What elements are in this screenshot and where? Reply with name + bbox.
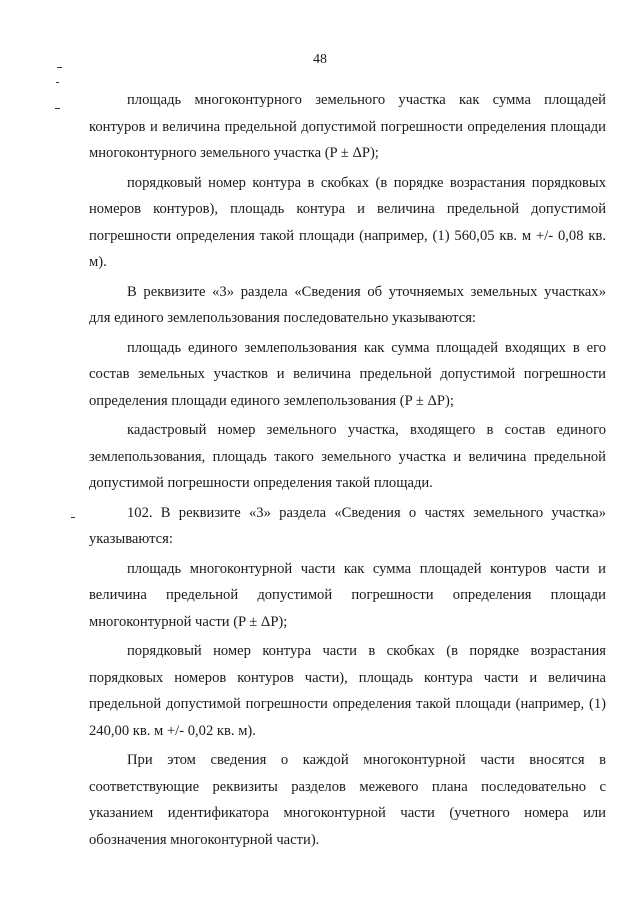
- paragraph: площадь многоконтурного земельного участка как сумма площадей контуров и величина предельной допустимой погрешности определения площади многоконтурного земельного участка (P ± ΔP);: [89, 92, 606, 161]
- paragraph: площадь многоконтурной части как сумма площадей контуров части и величина предельной допустимой погрешности определения площади многоконтурной части (P ± ΔP);: [89, 560, 606, 630]
- paragraph: кадастровый номер земельного участка, входящего в состав единого землепользования, площадь такого земельного участка и величина предельной допустимой погрешности определения такой площади.: [89, 422, 606, 491]
- page-number: 48: [313, 52, 327, 67]
- scan-mark: [55, 108, 60, 109]
- scan-mark: [57, 67, 62, 68]
- paragraph: При этом сведения о каждой многоконтурной части вносятся в соответствующие реквизиты разделов межевого плана последовательно с указанием идентификатора многоконтурной части (учетного номера или обозначения многоконтурной части).: [89, 752, 606, 848]
- paragraph: порядковый номер контура части в скобках (в порядке возрастания порядковых номеров контуров части), площадь контура части и величина предельной допустимой погрешности определения такой площади (например, (1) 240,00 кв. м +/- 0,02 кв. м).: [89, 643, 606, 739]
- paragraph: площадь единого землепользования как сумма площадей входящих в его состав земельных участков и величина предельной допустимой погрешности определения площади единого землепользования (P ± ΔP);: [89, 339, 606, 409]
- scan-mark: [56, 82, 59, 83]
- paragraph: 102. В реквизите «3» раздела «Сведения о частях земельного участка» указываются:: [89, 504, 606, 547]
- scan-mark: [71, 517, 75, 518]
- paragraph: В реквизите «3» раздела «Сведения об уточняемых земельных участках» для единого землепользования последовательно указываются:: [89, 283, 606, 326]
- document-body: [89, 87, 606, 856]
- paragraph: порядковый номер контура в скобках (в порядке возрастания порядковых номеров контуров), площадь контура и величина предельной допустимой погрешности определения такой площади (например, (1) 560,05 кв. м +/- 0,08 кв. м).: [89, 174, 606, 270]
